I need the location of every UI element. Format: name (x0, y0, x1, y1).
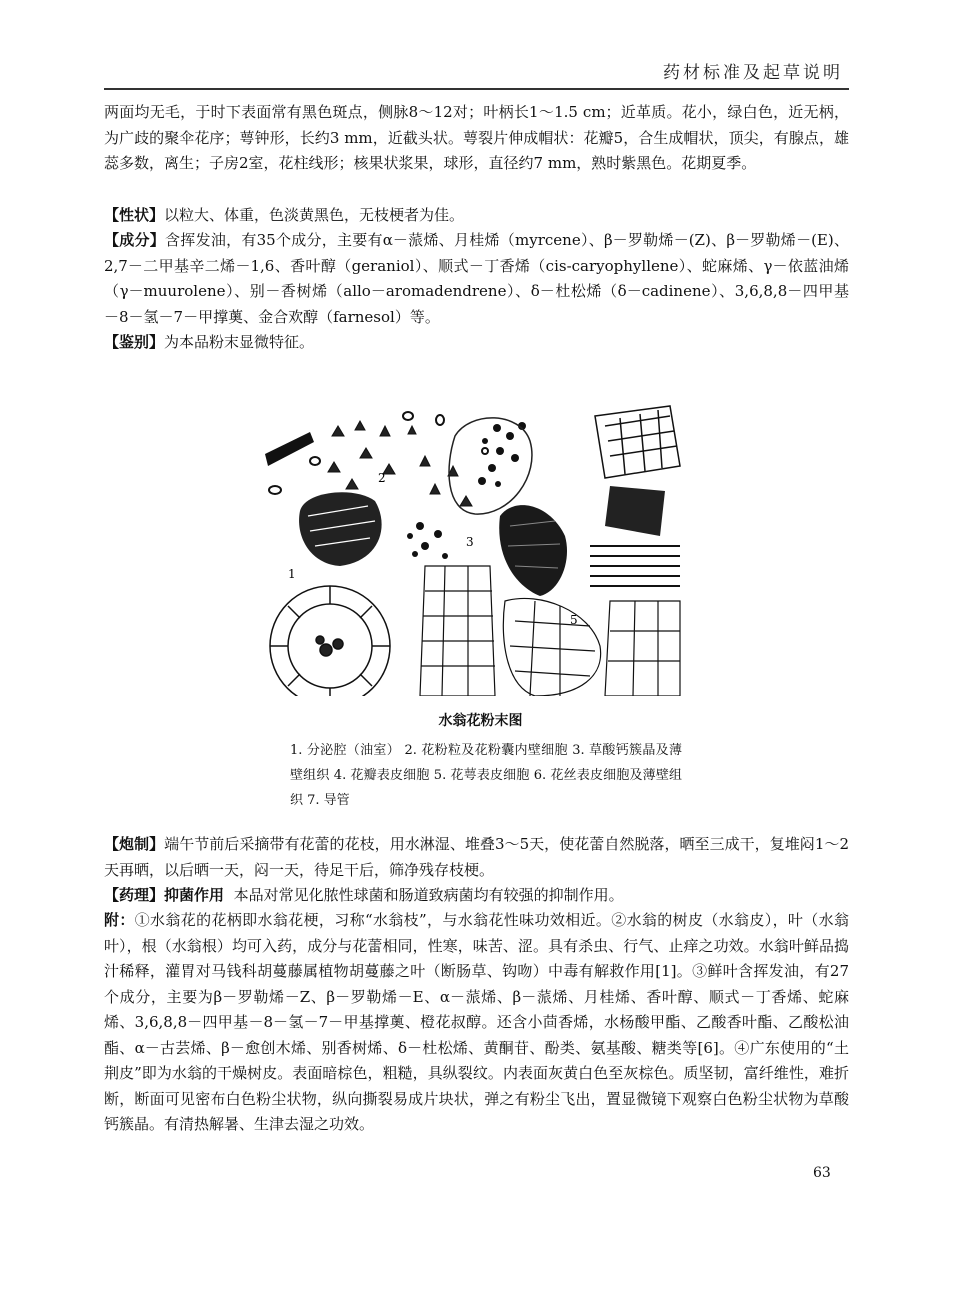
text-pharmacology: 本品对常见化脓性球菌和肠道致病菌均有较强的抑制作用。 (233, 886, 624, 904)
petal-epidermis-cells (503, 598, 600, 696)
vessel-element (590, 546, 680, 586)
figure-label-5: 5 (570, 613, 578, 627)
figure-title: 水翁花粉末图 (438, 713, 523, 729)
paragraph-processing (104, 832, 849, 883)
secretory-cavity (270, 586, 390, 696)
paragraph-properties (104, 203, 849, 229)
filament-parenchyma (605, 601, 680, 696)
header-rule (104, 88, 849, 90)
paragraph-description: 两面均无毛，于时下表面常有黑色斑点，侧脉8～12对；叶柄长1～1.5 cm；近革质。花小，绿白色，近无柄，为广歧的聚伞花序；萼钟形，长约3 mm，近截头状。萼裂片伸成帽状：花瓣5，合生成帽状，顶尖，有腺点，雄蕊多数，离生；子房2室，花柱线形；核果状浆果，球形，直径约7 mm，熟时紫黑色。花期夏季。 (104, 103, 849, 172)
figure-caption: 1. 分泌腔（油室） 2. 花粉粒及花粉囊内壁细胞 3. 草酸钙簇晶及薄壁组织 4. 花瓣表皮细胞 5. 花萼表皮细胞 6. 花丝表皮细胞及薄壁组织 7. 导管 (290, 743, 682, 808)
text-processing: 端午节前后采摘带有花蕾的花枝，用水淋湿、堆叠3～5天，使花蕾自然脱落，晒至三成干，复堆闷1～2天再晒，以后晒一天，闷一天，待足干后，筛净残存枝梗。 (104, 835, 849, 879)
figure-label-3: 3 (466, 535, 474, 549)
paragraph-appendix (104, 908, 849, 1138)
label-constituents: 【成分】 (104, 231, 166, 249)
powder-micrograph-figure (260, 396, 686, 696)
endothecium-mass (299, 492, 382, 566)
paragraph-identification (104, 330, 849, 356)
label-pharmacology: 【药理】 (104, 886, 165, 904)
label-identification: 【鉴别】 (104, 333, 165, 351)
subhead-antibacterial: 抑菌作用 (164, 886, 225, 904)
label-properties: 【性状】 (104, 206, 165, 224)
calyx-epidermis (605, 486, 665, 536)
petal-epidermis-mass (499, 505, 567, 596)
text-appendix: ①水翁花的花柄即水翁花梗，习称“水翁枝”，与水翁花性味功效相近。②水翁的树皮（水翁皮），叶（水翁叶），根（水翁根）均可入药，成分与花蕾相同，性寒，味苦、涩。具有杀虫、行气、止痒之功效。水翁叶鲜品捣汁稀释，灌胃对马钱科胡蔓藤属植物胡蔓藤之叶（断肠草、钩吻）中毒有解救作用[1]。③鲜叶含挥发油，有27个成分，主要为β－罗勒烯－Z、β－罗勒烯－E、α－蒎烯、β－蒎烯、月桂烯、香叶醇、顺式－丁香烯、蛇麻烯、3,6,8,8－四甲基－8－氢－7－甲基撑薁、橙花叔醇。还含小茴香烯，水杨酸甲酯、乙酸香叶酯、乙酸松油酯、α－古芸烯、β－愈创木烯、别香树烯、δ－杜松烯、黄酮苷、酚类、氨基酸、糖类等[6]。④广东使用的“土荆皮”即为水翁的干燥树皮。表面暗棕色，粗糙，具纵裂纹。内表面灰黄白色至灰棕色。质坚韧，富纤维性，难折断，断面可见密布白色粉尘状物，纵向撕裂易成片块状，弹之有粉尘飞出，置显微镜下观察白色粉尘状物为草酸钙簇晶。有清热解暑、生津去湿之功效。 (104, 911, 849, 1133)
figure-label-1: 1 (288, 567, 296, 581)
page-number: 63 (813, 1165, 831, 1181)
label-appendix: 附： (104, 911, 135, 929)
running-header: 药材标准及起草说明 (663, 63, 843, 83)
text-constituents: 含挥发油，有35个成分，主要有α－蒎烯、月桂烯（myrcene）、β－罗勒烯－(Z)、β－罗勒烯－(E)、2,7－二甲基辛二烯－1,6、香叶醇（geraniol）、顺式－丁香烯（cis-caryophyllene）、蛇麻烯、γ－依蓝油烯（γ－muurolene）、别－香树烯（allo－aromadendrene）、δ－杜松烯（δ－cadinene）、3,6,8,8－四甲基－8－氢－7－甲撑薁、金合欢醇（farnesol）等。 (104, 231, 849, 326)
figure-label-2: 2 (378, 471, 386, 485)
text-identification: 为本品粉末显微特征。 (164, 333, 315, 351)
filament-epidermis (595, 406, 680, 478)
paragraph-constituents (104, 228, 849, 330)
paragraph-pharmacology (104, 883, 849, 909)
label-processing: 【炮制】 (104, 835, 165, 853)
powder-micrograph-drawing (260, 396, 686, 696)
text-properties: 以粒大、体重，色淡黄黑色，无枝梗者为佳。 (164, 206, 465, 224)
parenchyma-cells (420, 566, 495, 696)
tissue-band (265, 432, 314, 466)
